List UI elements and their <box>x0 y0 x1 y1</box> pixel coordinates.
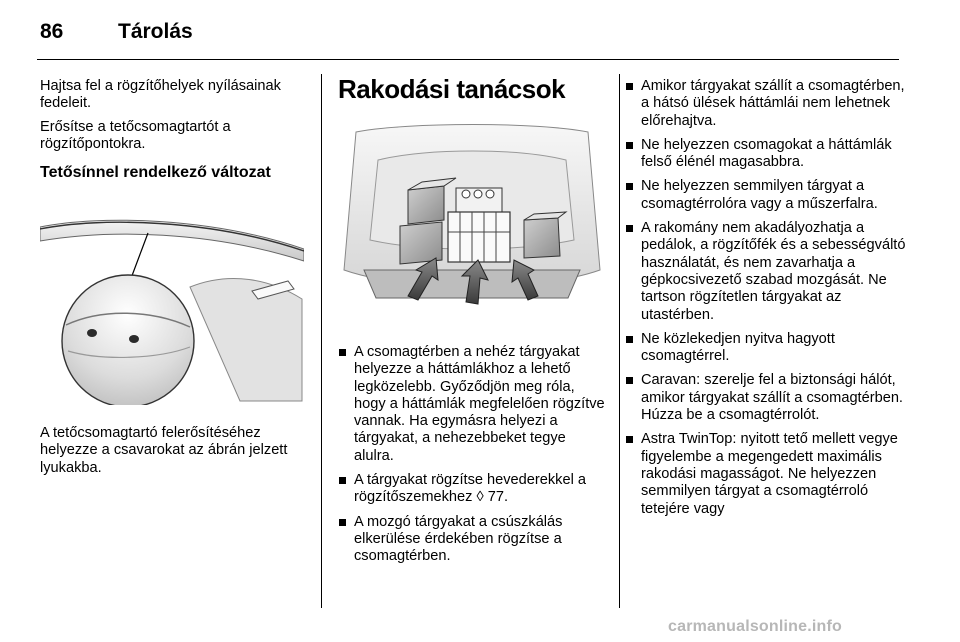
list-item: A mozgó tárgyakat a csúszkálás elkerülése érdekében rögzítse a csomagtérben. <box>338 514 608 566</box>
watermark: carmanualsonline.info <box>668 618 843 635</box>
column-left <box>40 78 308 483</box>
column-middle <box>338 74 608 573</box>
page-number: 86 <box>40 20 64 43</box>
bullet-square-icon <box>339 477 346 484</box>
bullet-square-icon <box>626 142 633 149</box>
header-rule <box>37 59 899 60</box>
page-header <box>0 0 960 60</box>
bullet-square-icon <box>339 519 346 526</box>
list-item: A csomagtérben a nehéz tárgyakat helyezze a háttámlákhoz a lehető legközelebb. Győződjön meg róla, hogy a háttámlák megfelelően rögzítve vannak. Ha egymásra helyezi a tárgyakat, a nehezebbeket tegye alulra. <box>338 344 608 465</box>
list-item: Astra TwinTop: nyitott tető mellett vegye figyelembe a megengedett maximális rakodási magasságot. Ne helyezzen semmilyen tárgyat a csomagtérroló tetejére vagy <box>625 431 915 517</box>
trunk-loading-illustration <box>338 120 606 330</box>
list-item: Caravan: szerelje fel a biztonsági hálót, amikor tárgyakat szállít a csomagtérben. Húzza be a csomagtérrolót. <box>625 372 915 424</box>
list-item: A tárgyakat rögzítse hevederekkel a rögzítőszemekhez ◊ 77. <box>338 472 608 507</box>
section-heading-loading-tips: Rakodási tanácsok <box>338 74 566 104</box>
loading-tips-list <box>338 344 608 566</box>
loading-rules-list <box>625 78 915 518</box>
section-heading-roof-rail: Tetősínnel rendelkező változat <box>40 164 271 182</box>
roof-rail-illustration <box>40 201 304 405</box>
list-item: A rakomány nem akadályozhatja a pedálok, a rögzítőfék és a sebességváltó használatát, és nem zavarhatja a gépkocsivezető szabad mozgását. Ne tartson rögzítetlen tárgyakat az utastérben. <box>625 220 915 324</box>
bullet-square-icon <box>626 336 633 343</box>
illustration-caption: A tetőcsomagtartó felerősítéséhez helyezze a csavarokat az ábrán jelzett lyukakba. <box>40 425 288 476</box>
column-divider-left <box>321 74 322 608</box>
list-item: Amikor tárgyakat szállít a csomagtérben, a hátsó ülések háttámlái nem lehetnek előrehajtva. <box>625 78 915 130</box>
bullet-square-icon <box>339 349 346 356</box>
list-item: Ne helyezzen semmilyen tárgyat a csomagtérrolóra vagy a műszerfalra. <box>625 178 915 213</box>
column-divider-right <box>619 74 620 608</box>
list-item: Ne közlekedjen nyitva hagyott csomagtérrel. <box>625 331 915 366</box>
bullet-square-icon <box>626 183 633 190</box>
column-right <box>625 78 915 525</box>
paragraph-attach-rack: Erősítse a tetőcsomagtartót a rögzítőpontokra. <box>40 118 231 152</box>
page-title: Tárolás <box>118 20 193 43</box>
bullet-square-icon <box>626 436 633 443</box>
list-item: Ne helyezzen csomagokat a háttámlák felső élénél magasabbra. <box>625 137 915 172</box>
bullet-square-icon <box>626 83 633 90</box>
paragraph-open-covers: Hajtsa fel a rögzítőhelyek nyílásainak fedeleit. <box>40 78 281 112</box>
bullet-square-icon <box>626 377 633 384</box>
bullet-square-icon <box>626 225 633 232</box>
